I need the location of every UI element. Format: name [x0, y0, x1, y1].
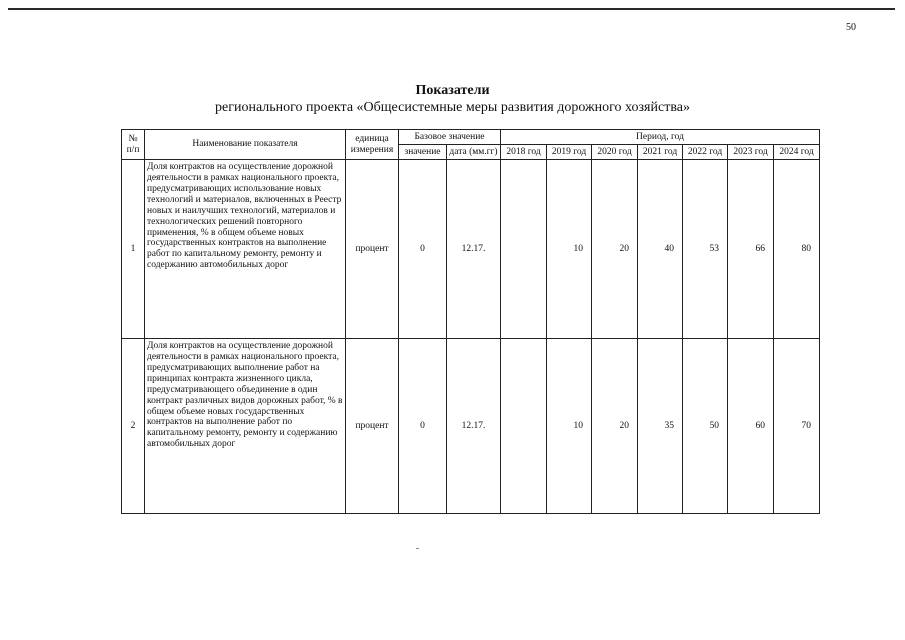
year-value-cell: 40: [638, 160, 683, 339]
header-year: 2020 год: [592, 145, 638, 160]
header-row-top: [122, 130, 820, 145]
year-value-cell: 35: [638, 339, 683, 514]
header-year: 2022 год: [683, 145, 728, 160]
base-value-cell: 0: [399, 160, 447, 339]
year-value-cell: 10: [547, 160, 592, 339]
table-body: [122, 160, 820, 514]
year-value-cell: [501, 160, 547, 339]
header-year: 2019 год: [547, 145, 592, 160]
header-name: Наименование показателя: [145, 130, 346, 160]
base-value-cell: 0: [399, 339, 447, 514]
row-number: 1: [122, 160, 145, 339]
year-value-cell: 80: [774, 160, 820, 339]
table-header: [122, 130, 820, 160]
header-base-group: Базовое значение: [399, 130, 501, 145]
indicator-name: Доля контрактов на осуществление дорожной деятельности в рамках национального проекта, предусматривающих использование новых технологий и материалов, включенных в Реестр новых и наилучших технологий, материалов и технологических решений повторного применения, % в общем объеме новых государственных контрактов на выполнение работ по капитальному ремонту, ремонту и содержанию автомобильных дорог: [145, 160, 346, 339]
table-row: [122, 339, 820, 514]
indicator-name: Доля контрактов на осуществление дорожной деятельности в рамках национального проекта, предусматривающих выполнение работ на принципах контракта жизненного цикла, предусматривающего объединение в один контракт различных видов дорожных работ, % в общем объеме новых государственных контрактов на выполнение работ по капитальному ремонту, ремонту и содержанию автомобильных дорог: [145, 339, 346, 514]
year-value-cell: [501, 339, 547, 514]
indicators-table: [121, 129, 820, 514]
header-period-group: Период, год: [501, 130, 820, 145]
year-value-cell: 53: [683, 160, 728, 339]
unit-cell: процент: [346, 339, 399, 514]
header-year: 2024 год: [774, 145, 820, 160]
scan-artifact: [416, 548, 419, 549]
base-date-cell: 12.17.: [447, 339, 501, 514]
base-date-cell: 12.17.: [447, 160, 501, 339]
year-value-cell: 20: [592, 339, 638, 514]
unit-cell: процент: [346, 160, 399, 339]
row-number: 2: [122, 339, 145, 514]
document-title: Показатели: [415, 83, 490, 98]
scan-edge-line: [8, 8, 895, 10]
header-unit: единица измерения: [346, 130, 399, 160]
year-value-cell: 50: [683, 339, 728, 514]
page-number: 50: [846, 22, 856, 33]
year-value-cell: 60: [728, 339, 774, 514]
year-value-cell: 70: [774, 339, 820, 514]
table-row: [122, 160, 820, 339]
year-value-cell: 10: [547, 339, 592, 514]
header-year: 2021 год: [638, 145, 683, 160]
header-number: № п/п: [122, 130, 145, 160]
header-base-value: значение: [399, 145, 447, 160]
header-year: 2018 год: [501, 145, 547, 160]
document-subtitle: регионального проекта «Общесистемные меры развития дорожного хозяйства»: [215, 100, 690, 115]
header-year: 2023 год: [728, 145, 774, 160]
year-value-cell: 66: [728, 160, 774, 339]
year-value-cell: 20: [592, 160, 638, 339]
header-base-date: дата (мм.гг): [447, 145, 501, 160]
